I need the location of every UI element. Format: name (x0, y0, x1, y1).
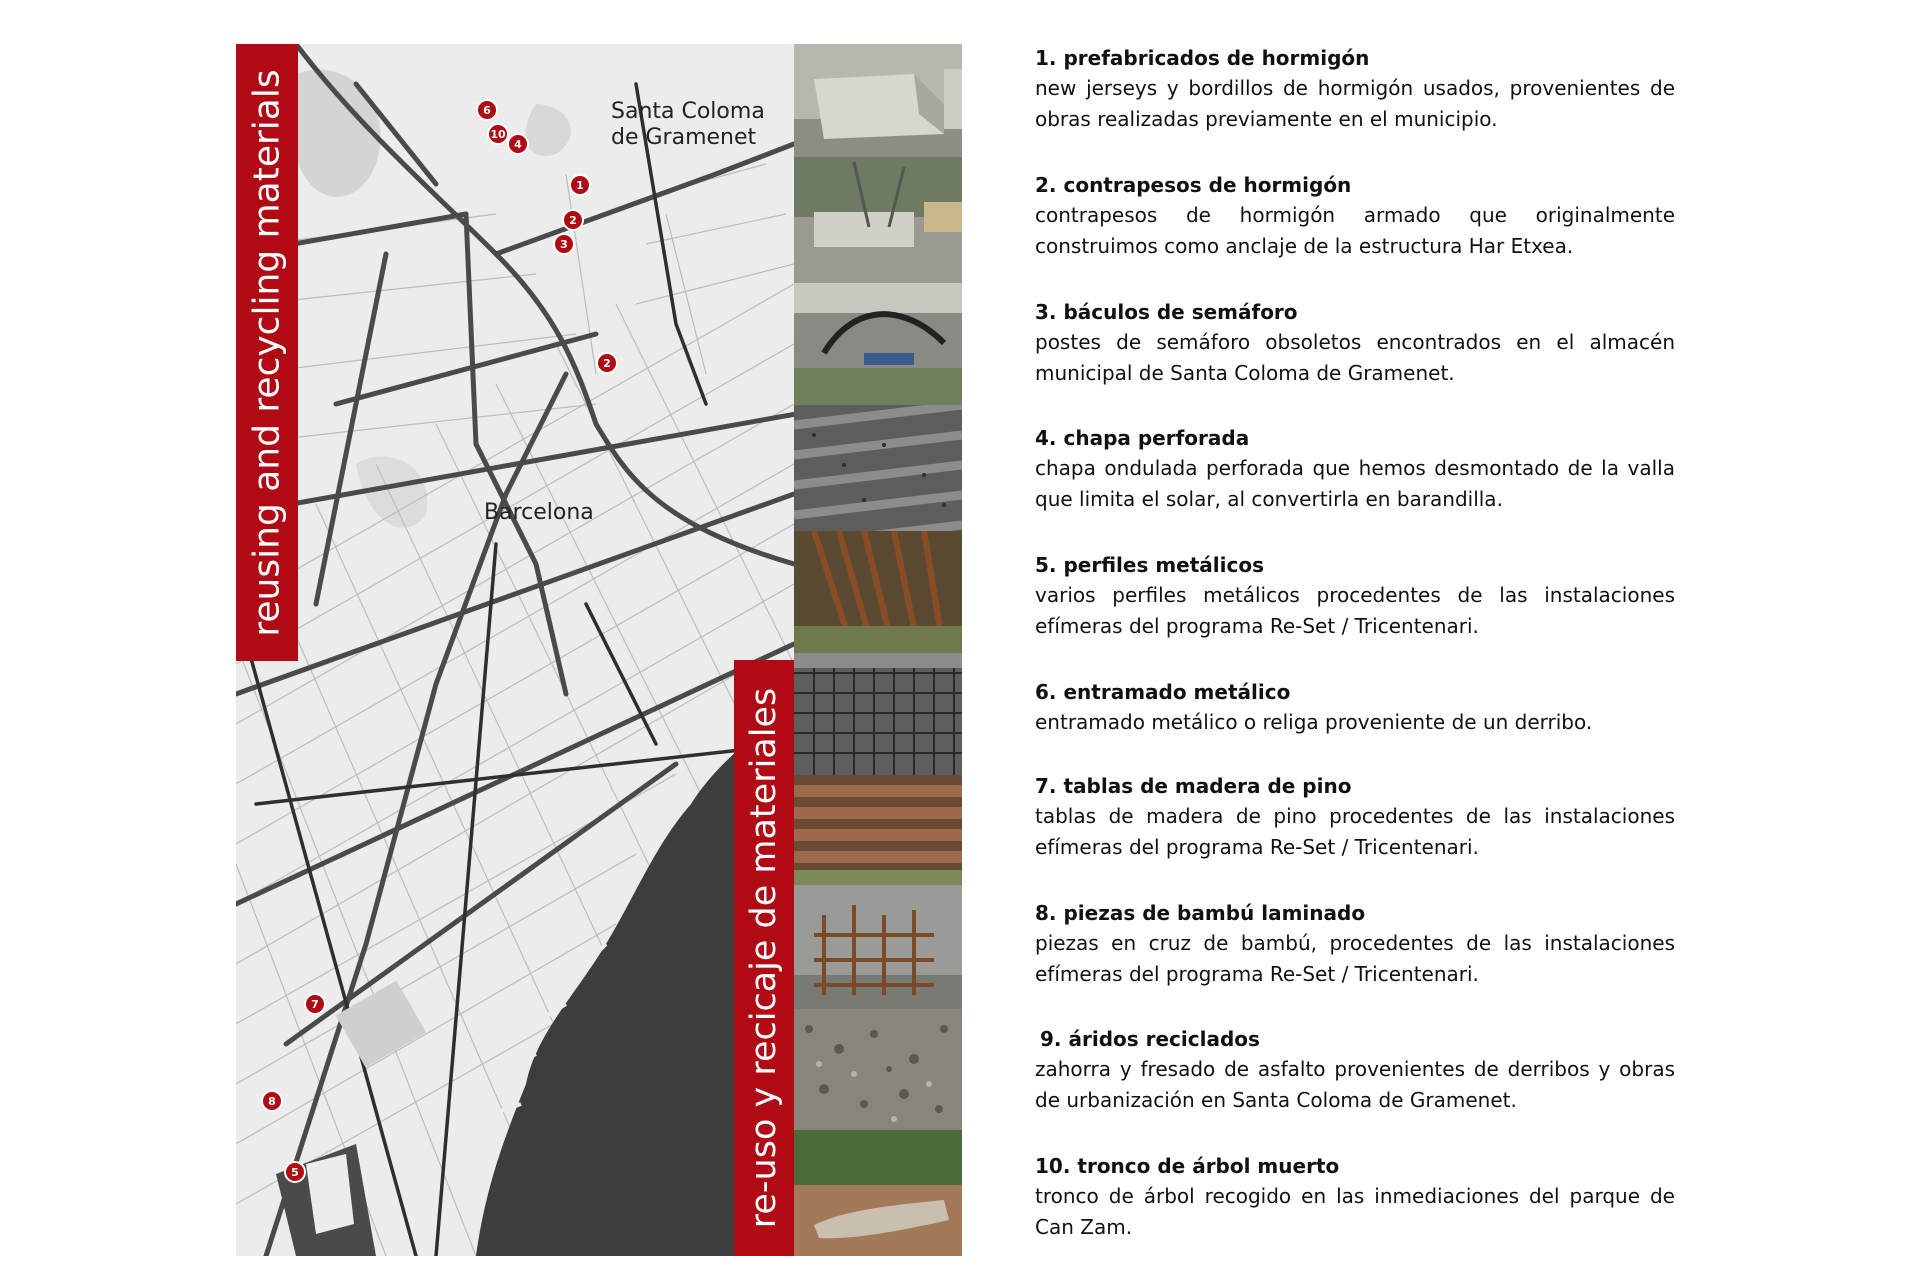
map-marker-10[interactable]: 10 (487, 123, 509, 145)
material-description: tablas de madera de pino procedentes de las instalaciones efímeras del programa Re-Set / Tricentenari. (1035, 804, 1675, 859)
material-title: 2. contrapesos de hormigón (1035, 173, 1352, 197)
photo-aridos (794, 1009, 962, 1130)
photo-baculos (794, 283, 962, 405)
material-item-6 (1035, 677, 1675, 738)
material-item-2 (1035, 170, 1675, 262)
material-title: 1. prefabricados de hormigón (1035, 46, 1370, 70)
material-title: 6. entramado metálico (1035, 680, 1291, 704)
map-marker-4[interactable]: 4 (507, 133, 529, 155)
material-description: new jerseys y bordillos de hormigón usados, provenientes de obras realizadas previamente en el municipio. (1035, 76, 1675, 131)
map-marker-6[interactable]: 6 (476, 99, 498, 121)
photo-prefabricados (794, 44, 962, 157)
map-panel[interactable] (236, 44, 794, 1256)
material-description: chapa ondulada perforada que hemos desmontado de la valla que limita el solar, al convertirla en barandilla. (1035, 456, 1675, 511)
photo-contrapesos (794, 157, 962, 283)
material-title: 9. áridos reciclados (1040, 1027, 1260, 1051)
material-item-10 (1035, 1151, 1675, 1243)
material-item-1 (1035, 43, 1675, 135)
photo-tablas (794, 775, 962, 885)
material-title: 7. tablas de madera de pino (1035, 774, 1352, 798)
material-description: varios perfiles metálicos procedentes de las instalaciones efímeras del programa Re-Set / Tricentenari. (1035, 583, 1675, 638)
material-title: 8. piezas de bambú laminado (1035, 901, 1366, 925)
photo-tronco (794, 1130, 962, 1256)
photo-chapa (794, 405, 962, 531)
map-marker-2[interactable]: 2 (562, 209, 584, 231)
photo-entramado (794, 653, 962, 775)
material-title: 4. chapa perforada (1035, 426, 1250, 450)
spanish-title-band (734, 660, 794, 1256)
material-item-4 (1035, 423, 1675, 515)
material-description: postes de semáforo obsoletos encontrados en el almacén municipal de Santa Coloma de Gramenet. (1035, 330, 1675, 385)
material-title: 3. báculos de semáforo (1035, 300, 1298, 324)
material-item-9 (1035, 1024, 1675, 1116)
map-marker-8[interactable]: 8 (261, 1090, 283, 1112)
map-drawing (236, 44, 794, 1256)
material-title: 10. tronco de árbol muerto (1035, 1154, 1340, 1178)
material-item-3 (1035, 297, 1675, 389)
photo-perfiles (794, 531, 962, 653)
spanish-title: re-uso y recicaje de materiales (744, 687, 784, 1229)
material-item-5 (1035, 550, 1675, 642)
material-description: tronco de árbol recogido en las inmediaciones del parque de Can Zam. (1035, 1184, 1675, 1239)
english-title: reusing and recycling materials (246, 68, 288, 637)
map-label-barcelona: Barcelona (484, 500, 594, 525)
map-marker-1[interactable]: 1 (569, 174, 591, 196)
map-marker-2b[interactable]: 2 (596, 352, 618, 374)
map-marker-7[interactable]: 7 (304, 993, 326, 1015)
material-description: piezas en cruz de bambú, procedentes de las instalaciones efímeras del programa Re-Set / Tricentenari. (1035, 931, 1675, 986)
material-description: contrapesos de hormigón armado que originalmente construimos como anclaje de la estructura Har Etxea. (1035, 203, 1675, 258)
material-title: 5. perfiles metálicos (1035, 553, 1265, 577)
material-description: zahorra y fresado de asfalto provenientes de derribos y obras de urbanización en Santa Coloma de Gramenet. (1035, 1057, 1675, 1112)
photo-strip (794, 44, 962, 1256)
english-title-band (236, 44, 298, 661)
map-label-santa-coloma: Santa Coloma de Gramenet (611, 99, 765, 150)
map-marker-5[interactable]: 5 (284, 1161, 306, 1183)
material-description: entramado metálico o religa proveniente de un derribo. (1035, 710, 1593, 734)
photo-bambu (794, 885, 962, 1009)
map-marker-3[interactable]: 3 (553, 233, 575, 255)
material-item-8 (1035, 898, 1675, 990)
material-item-7 (1035, 771, 1675, 863)
